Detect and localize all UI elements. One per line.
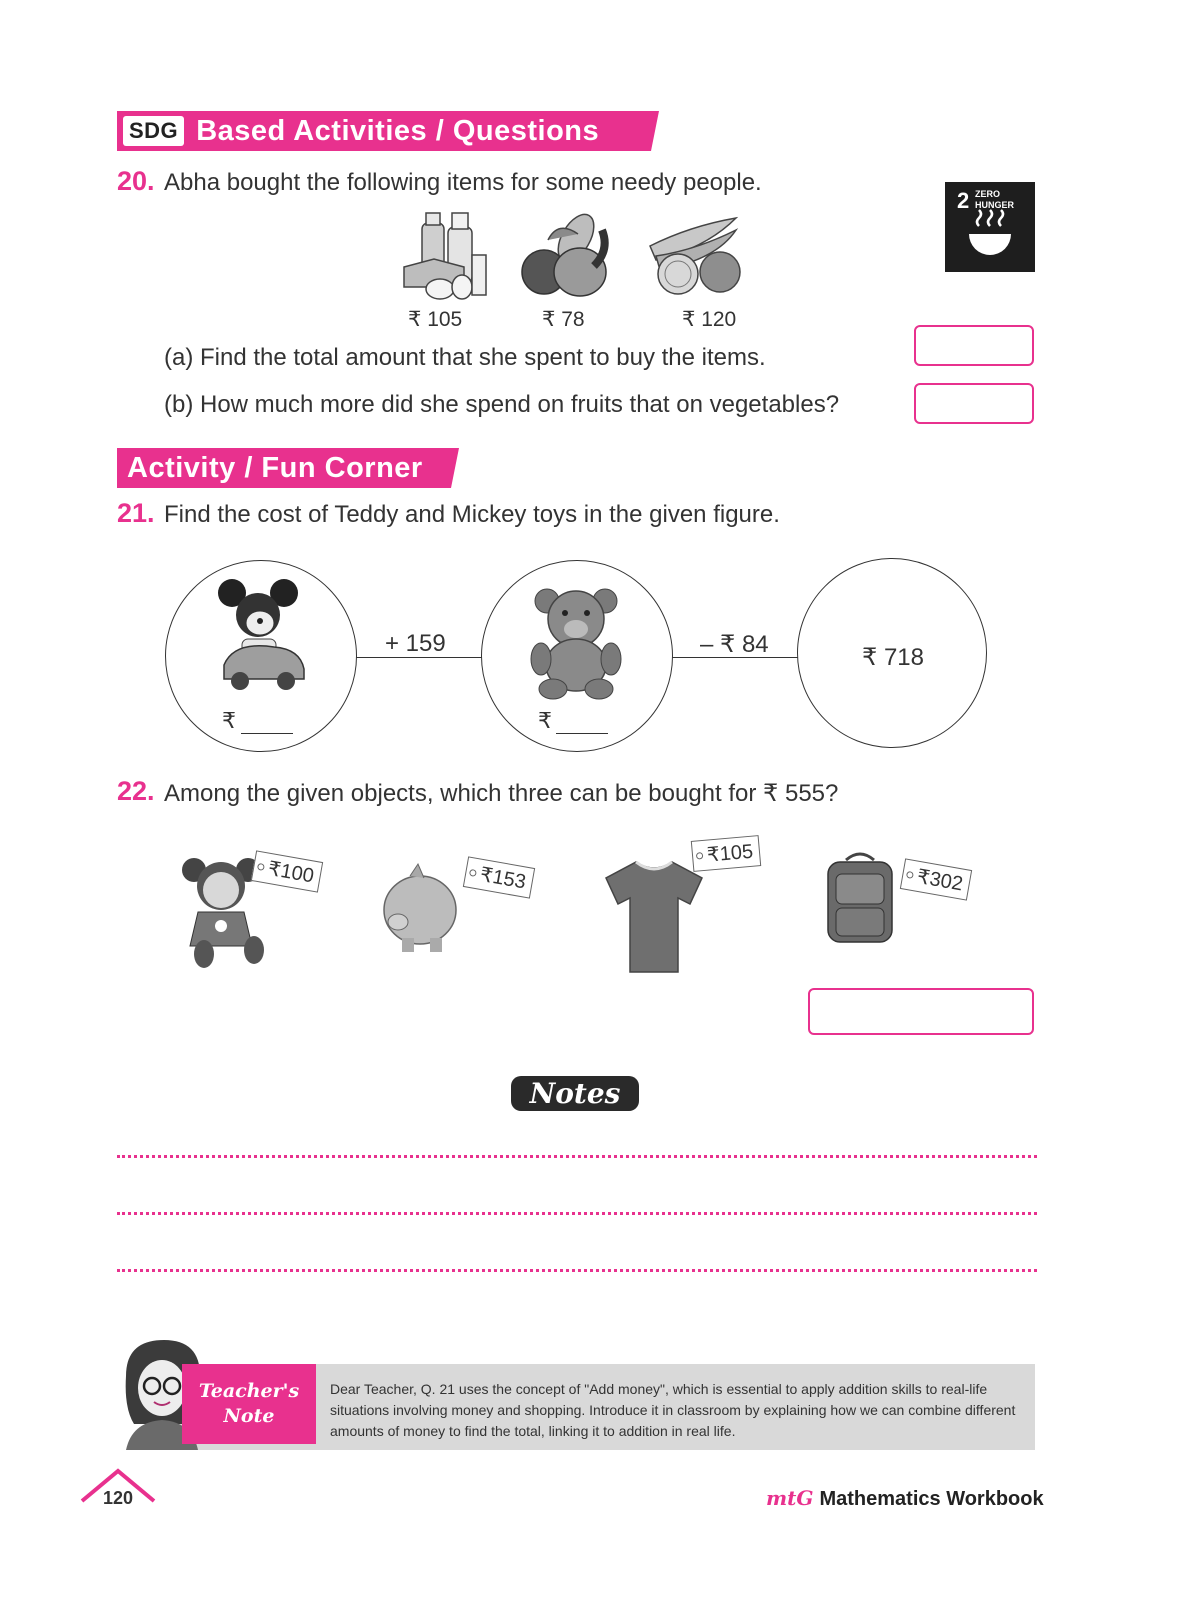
mickey-toy-illustration <box>214 575 310 695</box>
question-20a-text: (a) Find the total amount that she spent to buy the items. <box>164 344 766 371</box>
sdg-tag: SDG <box>123 116 184 146</box>
footer-brand <box>766 1486 1044 1511</box>
vegetables-illustration <box>518 210 616 300</box>
price-tag-doll-text: ₹100 <box>266 857 316 888</box>
price-tag-t-shirt <box>691 835 762 872</box>
teddy-price-blank[interactable] <box>556 733 608 734</box>
price-vegetables: ₹ 78 <box>542 308 585 331</box>
notes-line-2[interactable] <box>117 1212 1037 1215</box>
teacher-note-label-line2: Note <box>223 1405 275 1427</box>
teddy-toy-illustration <box>527 585 627 700</box>
sdg-badge-number: 2 <box>957 188 970 213</box>
question-20-number: 20. <box>117 166 155 196</box>
mtg-logo: mtG <box>766 1486 814 1510</box>
price-fruits: ₹ 120 <box>682 308 737 331</box>
footer-title: Mathematics Workbook <box>819 1488 1044 1510</box>
bowl-icon <box>945 182 1035 272</box>
price-tag-backpack-text: ₹302 <box>915 865 965 896</box>
activity-section-title: Activity / Fun Corner <box>127 451 423 484</box>
zero-hunger-badge <box>945 182 1035 272</box>
notes-line-3[interactable] <box>117 1269 1037 1272</box>
result-amount: ₹ 718 <box>862 644 924 671</box>
teacher-note-text: Dear Teacher, Q. 21 uses the concept of "Add money", which is essential to apply addition skills to real-life situations involving money and shopping. Introduce it in classroom by explaining how we can combine different amounts of money to find the total, linking it to addition in real life. <box>330 1381 1016 1439</box>
page-number: 120 <box>103 1488 134 1508</box>
question-22-number: 22. <box>117 776 155 806</box>
price-tag-piggy-bank-text: ₹153 <box>478 863 528 894</box>
answer-box-20a[interactable] <box>914 325 1034 366</box>
question-21-number: 21. <box>117 498 155 528</box>
question-21-text: Find the cost of Teddy and Mickey toys in the given figure. <box>164 501 780 528</box>
price-tag-piggy-bank <box>463 856 535 898</box>
mickey-rupee-symbol: ₹ <box>222 708 236 733</box>
answer-box-22[interactable] <box>808 988 1034 1035</box>
subtract-84-label: – ₹ 84 <box>700 631 769 658</box>
teacher-note-label <box>182 1364 316 1444</box>
sdg-badge-line2: HUNGER <box>975 200 1015 210</box>
fruits-illustration <box>646 212 746 298</box>
sdg-section-title: Based Activities / Questions <box>196 114 600 147</box>
activity-section-banner <box>117 448 451 488</box>
mickey-price-blank[interactable] <box>241 733 293 734</box>
price-tag-backpack <box>900 858 972 900</box>
t-shirt-illustration <box>604 858 704 976</box>
notes-line-1[interactable] <box>117 1155 1037 1158</box>
question-22-text: Among the given objects, which three can be bought for ₹ 555? <box>164 780 839 807</box>
price-dairy: ₹ 105 <box>408 308 463 331</box>
notes-heading <box>511 1076 639 1111</box>
teddy-rupee-symbol: ₹ <box>538 708 552 733</box>
add-159-label: + 159 <box>385 630 446 657</box>
piggy-bank-illustration <box>380 858 470 956</box>
price-tag-t-shirt-text: ₹105 <box>706 840 754 867</box>
answer-box-20b[interactable] <box>914 383 1034 424</box>
question-20-text: Abha bought the following items for some needy people. <box>164 169 762 196</box>
sdg-section-banner <box>117 111 651 151</box>
dairy-products-illustration <box>400 205 490 305</box>
question-20b-text: (b) How much more did she spend on fruits that on vegetables? <box>164 391 840 418</box>
notes-title: Notes <box>529 1077 621 1110</box>
backpack-illustration <box>820 850 900 946</box>
sdg-badge-line1: ZERO <box>975 189 1001 199</box>
teacher-note-label-line1: Teacher's <box>198 1380 300 1402</box>
